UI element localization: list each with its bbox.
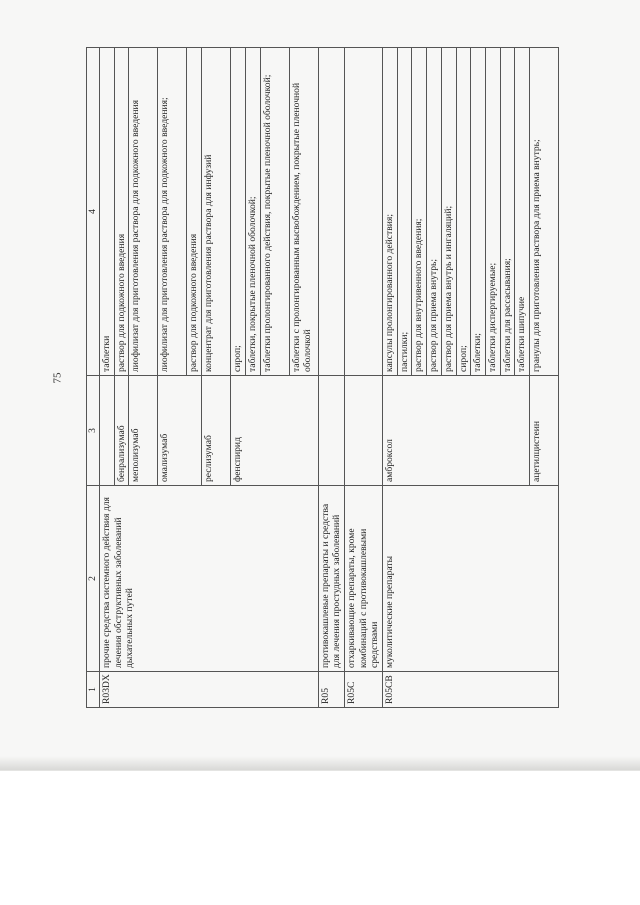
dosage-form: раствор для подкожного введения	[114, 48, 129, 376]
dosage-form: таблетки пролонгированного действия, покрытые пленочной оболочкой;	[260, 48, 289, 376]
atc-code: R05CB	[383, 672, 559, 708]
page-number: 75	[51, 372, 64, 384]
drug-name	[100, 376, 115, 486]
drug-name: фенспирид	[231, 376, 318, 486]
drug-name	[318, 376, 344, 486]
atc-group: прочие средства системного действия для лечения обструктивных заболеваний дыхательных путей	[100, 486, 319, 672]
dosage-form: капсулы пролонгированного действия;	[383, 48, 398, 376]
header-col-1: 1	[87, 672, 100, 708]
dosage-form: раствор для внутривенного введения;	[412, 48, 427, 376]
atc-code: R05C	[344, 672, 382, 708]
atc-group: отхаркивающие препараты, кроме комбинаций с противокашлевыми средствами	[344, 486, 382, 672]
drug-name: меполизумаб	[129, 376, 158, 486]
drug-name	[344, 376, 382, 486]
dosage-form: таблетки шипучие	[515, 48, 530, 376]
dosage-form: сироп;	[456, 48, 471, 376]
header-col-3: 3	[87, 376, 100, 486]
dosage-form: сироп;	[231, 48, 246, 376]
drug-name: омализумаб	[158, 376, 202, 486]
drug-name: бенрализумаб	[114, 376, 129, 486]
dosage-form: таблетки	[100, 48, 115, 376]
dosage-form: раствор для приема внутрь и ингаляций;	[441, 48, 456, 376]
dosage-form: раствор для подкожного введения	[187, 48, 202, 376]
dosage-form: таблетки с пролонгированным высвобождением, покрытые пленочной оболочкой	[289, 48, 318, 376]
dosage-form: лиофилизат для приготовления раствора для подкожного введения	[129, 48, 158, 376]
dosage-form: таблетки;	[471, 48, 486, 376]
rotated-table-wrapper	[86, 48, 583, 708]
drug-name: реслизумаб	[202, 376, 231, 486]
dosage-form: концентрат для приготовления раствора для инфузий	[202, 48, 231, 376]
dosage-form: таблетки диспергируемые;	[485, 48, 500, 376]
drug-name: амброксол	[383, 376, 530, 486]
atc-group: противокашлевые препараты и средства для лечения простудных заболеваний	[318, 486, 344, 672]
table-row	[100, 48, 115, 708]
dosage-form: таблетки для рассасывания;	[500, 48, 515, 376]
atc-code: R05	[318, 672, 344, 708]
dosage-form	[344, 48, 382, 376]
dosage-form: пастилки;	[397, 48, 412, 376]
dosage-form: гранулы для приготовления раствора для приема внутрь;	[530, 48, 559, 376]
dosage-form: раствор для приема внутрь;	[427, 48, 442, 376]
dosage-form: лиофилизат для приготовления раствора для подкожного введения;	[158, 48, 187, 376]
drug-name: ацетилцистеин	[530, 376, 559, 486]
atc-group: муколитические препараты	[383, 486, 559, 672]
header-col-2: 2	[87, 486, 100, 672]
atc-code: R03DX	[100, 672, 319, 708]
dosage-form: таблетки, покрытые пленочной оболочкой;	[245, 48, 260, 376]
dosage-form	[318, 48, 344, 376]
drug-table	[86, 47, 559, 708]
table-row	[383, 48, 398, 708]
header-col-4: 4	[87, 48, 100, 376]
table-row	[318, 48, 344, 708]
table-row	[344, 48, 382, 708]
header-row	[87, 48, 100, 708]
